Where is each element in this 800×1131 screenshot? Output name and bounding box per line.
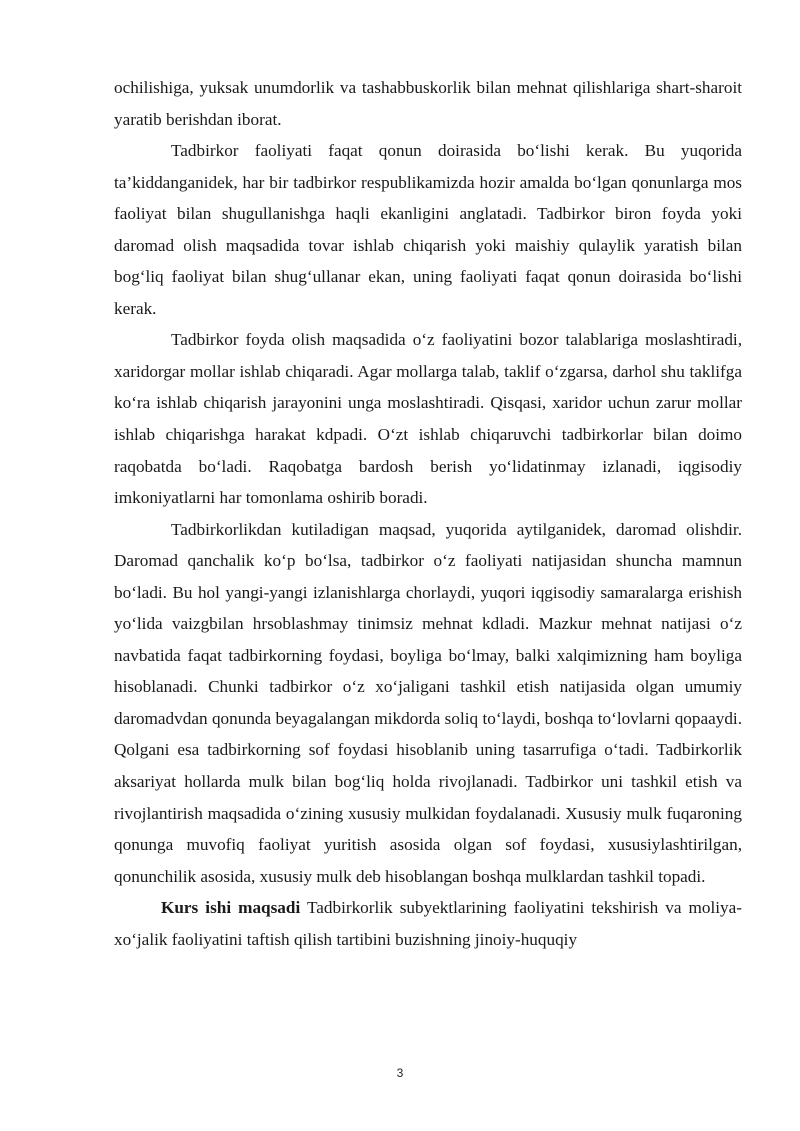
course-goal-heading: Kurs ishi maqsadi — [161, 898, 301, 918]
paragraph-continuation: ochilishiga, yuksak unumdorlik va tashabbuskorlik bilan mehnat qilishlariga shart-sharoit yaratib berishdan iborat. — [114, 78, 742, 129]
page-number: 3 — [396, 1066, 404, 1080]
document-body — [114, 72, 742, 955]
paragraph-course-goal — [114, 892, 742, 955]
course-goal-text: Tadbirkorlik subyektlarining faoliyatini tekshirish va moliya-xo‘jalik faoliyatini taftish qilish tartibini buzishning jinoiy-huquqiy — [114, 898, 742, 949]
paragraph-lawful-activity: Tadbirkor faoliyati faqat qonun doirasida bo‘lishi kerak. Bu yuqorida ta’kiddanganidek, har bir tadbirkor respublikamizda hozir amalda bo‘lgan qonunlarga mos faoliyat bilan shugullanishga haqli ekanligini anglatadi. Tadbirkor biron foyda yoki daromad olish maqsadida tovar ishlab chiqarish yoki maishiy qulaylik yaratish bilan bog‘liq faoliyat bilan shug‘ullanar ekan, uning faoliyati faqat qonun doirasida bo‘lishi kerak. — [114, 141, 742, 318]
paragraph-profit-goal: Tadbirkorlikdan kutiladigan maqsad, yuqorida aytilganidek, daromad olishdir. Daromad qanchalik ko‘p bo‘lsa, tadbirkor o‘z faoliyati natijasidan shuncha mamnun bo‘ladi. Bu hol yangi-yangi izlanishlarga chorlaydi, yuqori iqgisodiy samaralarga erishish yo‘lida vaizgbilan hrsoblashmay tinimsiz mehnat kdladi. Mazkur mehnat natijasi o‘z navbatida faqat tadbirkorning foydasi, boyliga bo‘lmay, balki xalqimizning ham boyliga hisoblanadi. Chunki tadbirkor o‘z xo‘jaligani tashkil etish natijasida olgan umumiy daromadvdan qonunda beyagalangan mikdorda soliq to‘laydi, boshqa to‘lovlarni qopaaydi. Qolgani esa tadbirkorning sof foydasi hisoblanib uning tasarrufiga o‘tadi. Tadbirkorlik aksariyat hollarda mulk bilan bog‘liq holda rivojlanadi. Tadbirkor uni tashkil etish va rivojlantirish maqsadida o‘zining xususiy mulkidan foydalanadi. Xususiy mulk fuqaroning qonunga muvofiq faoliyat yuritish asosida olgan sof foydasi, xususiylashtirilgan, qonunchilik asosida, xususiy mulk deb hisoblangan boshqa mulklardan tashkil topadi. — [114, 519, 742, 886]
paragraph-market-adaptation: Tadbirkor foyda olish maqsadida o‘z faoliyatini bozor talablariga moslashtiradi, xaridorgar mollar ishlab chiqaradi. Agar mollarga talab, taklif o‘zgarsa, darhol shu taklifga ko‘ra ishlab chiqarish jarayonini unga moslashtiradi. Qisqasi, xaridor uchun zarur mollar ishlab chiqarishga harakat kdpadi. O‘zt ishlab chiqaruvchi tadbirkorlar bilan doimo raqobatda bo‘ladi. Raqobatga bardosh berish yo‘lidatinmay izlanadi, iqgisodiy imkoniyatlarni har tomonlama oshirib boradi. — [114, 330, 742, 508]
